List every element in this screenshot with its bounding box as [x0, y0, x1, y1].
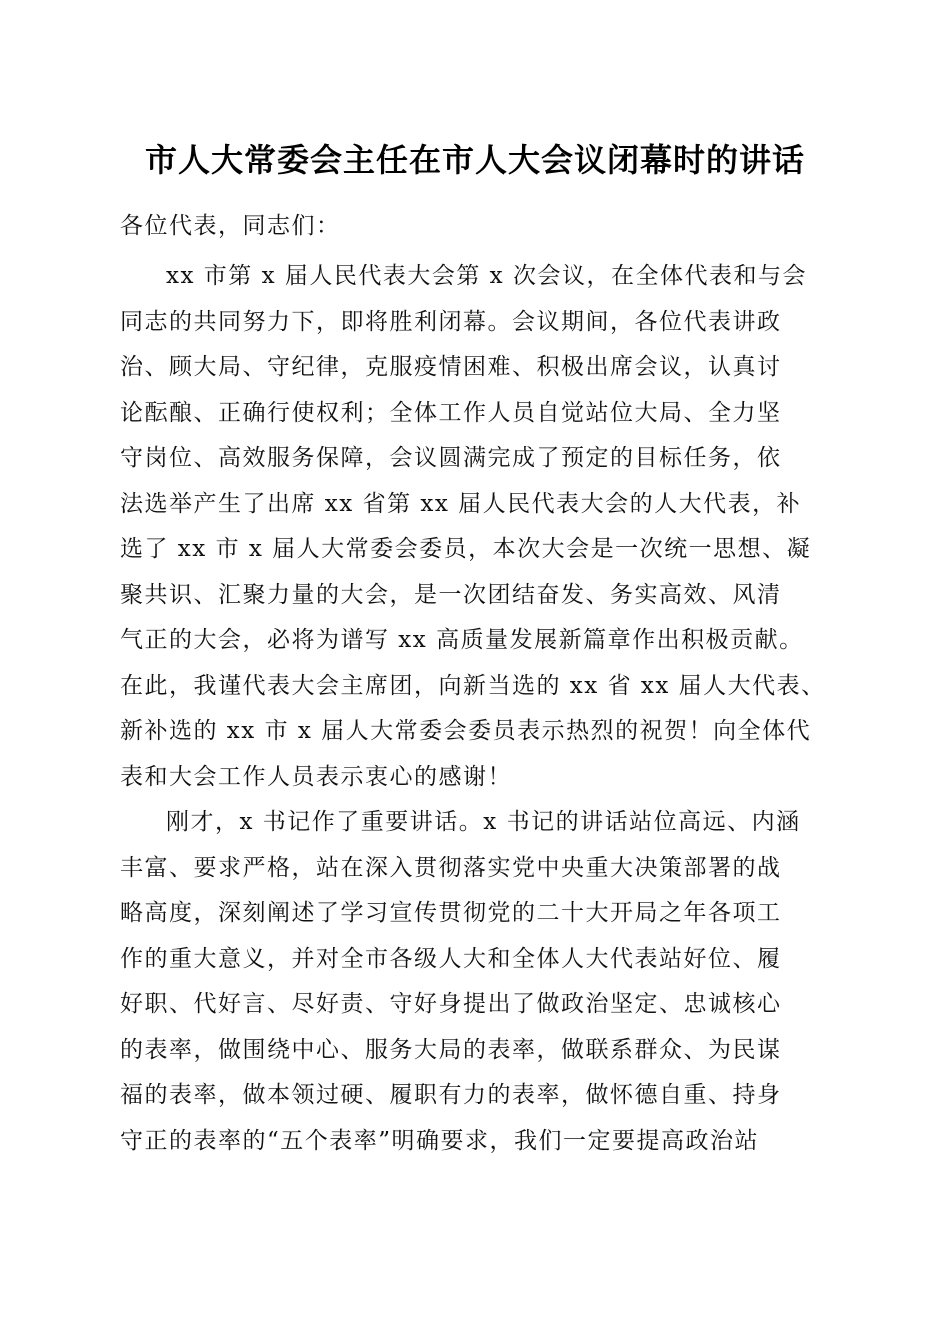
document-title: 市人大常委会主任在市人大会议闭幕时的讲话 [144, 141, 805, 179]
paragraph-1-line-5: 守岗位、高效服务保障，会议圆满完成了预定的目标任务，依 [120, 445, 782, 471]
paragraph-2-line-6: 的表率，做围绕中心、服务大局的表率，做联系群众、为民谋 [120, 1036, 782, 1063]
paragraph-1-line-4: 论酝酿、正确行使权利；全体工作人员自觉站位大局、全力坚 [120, 399, 782, 426]
paragraph-2-line-3: 略高度，深刻阐述了学习宣传贯彻党的二十大开局之年各项工 [120, 900, 782, 926]
paragraph-2-line-7: 福的表率，做本领过硬、履职有力的表率，做怀德自重、持身 [120, 1082, 782, 1108]
paragraph-1-line-7: 选了 xx 市 x 届人大常委会委员，本次大会是一次统一思想、凝 [120, 536, 812, 562]
paragraph-1-line-1: xx 市第 x 届人民代表大会第 x 次会议，在全体代表和与会 [166, 263, 807, 289]
paragraph-1-line-2: 同志的共同努力下，即将胜利闭幕。会议期间，各位代表讲政 [120, 308, 782, 335]
paragraph-1-line-6: 法选举产生了出席 xx 省第 xx 届人民代表大会的人大代表，补 [120, 490, 802, 517]
paragraph-1-line-9: 气正的大会，必将为谱写 xx 高质量发展新篇章作出积极贡献。 [120, 627, 804, 653]
paragraph-2-line-8: 守正的表率的“五个表率”明确要求，我们一定要提高政治站 [120, 1127, 760, 1154]
paragraph-1-line-11: 新补选的 xx 市 x 届人大常委会委员表示热烈的祝贺！向全体代 [120, 718, 812, 744]
paragraph-1-line-8: 聚共识、汇聚力量的大会，是一次团结奋发、务实高效、风清 [120, 581, 782, 608]
document-body [120, 254, 836, 1164]
paragraph-2-line-1: 刚才，x 书记作了重要讲话。x 书记的讲话站位高远、内涵 [166, 809, 801, 835]
paragraph-1-line-10: 在此，我谨代表大会主席团，向新当选的 xx 省 xx 届人大代表、 [120, 672, 826, 699]
paragraph-1-line-3: 治、顾大局、守纪律，克服疫情困难、积极出席会议，认真讨 [120, 354, 782, 380]
paragraph-1-line-12: 表和大会工作人员表示衷心的感谢！ [120, 763, 512, 790]
paragraph-2-line-4: 作的重大意义，并对全市各级人大和全体人大代表站好位、履 [120, 945, 782, 972]
greeting-line: 各位代表，同志们： [120, 213, 341, 239]
paragraph-2-line-2: 丰富、要求严格，站在深入贯彻落实党中央重大决策部署的战 [120, 854, 782, 881]
paragraph-2-line-5: 好职、代好言、尽好责、守好身提出了做政治坚定、忠诚核心 [120, 991, 782, 1017]
